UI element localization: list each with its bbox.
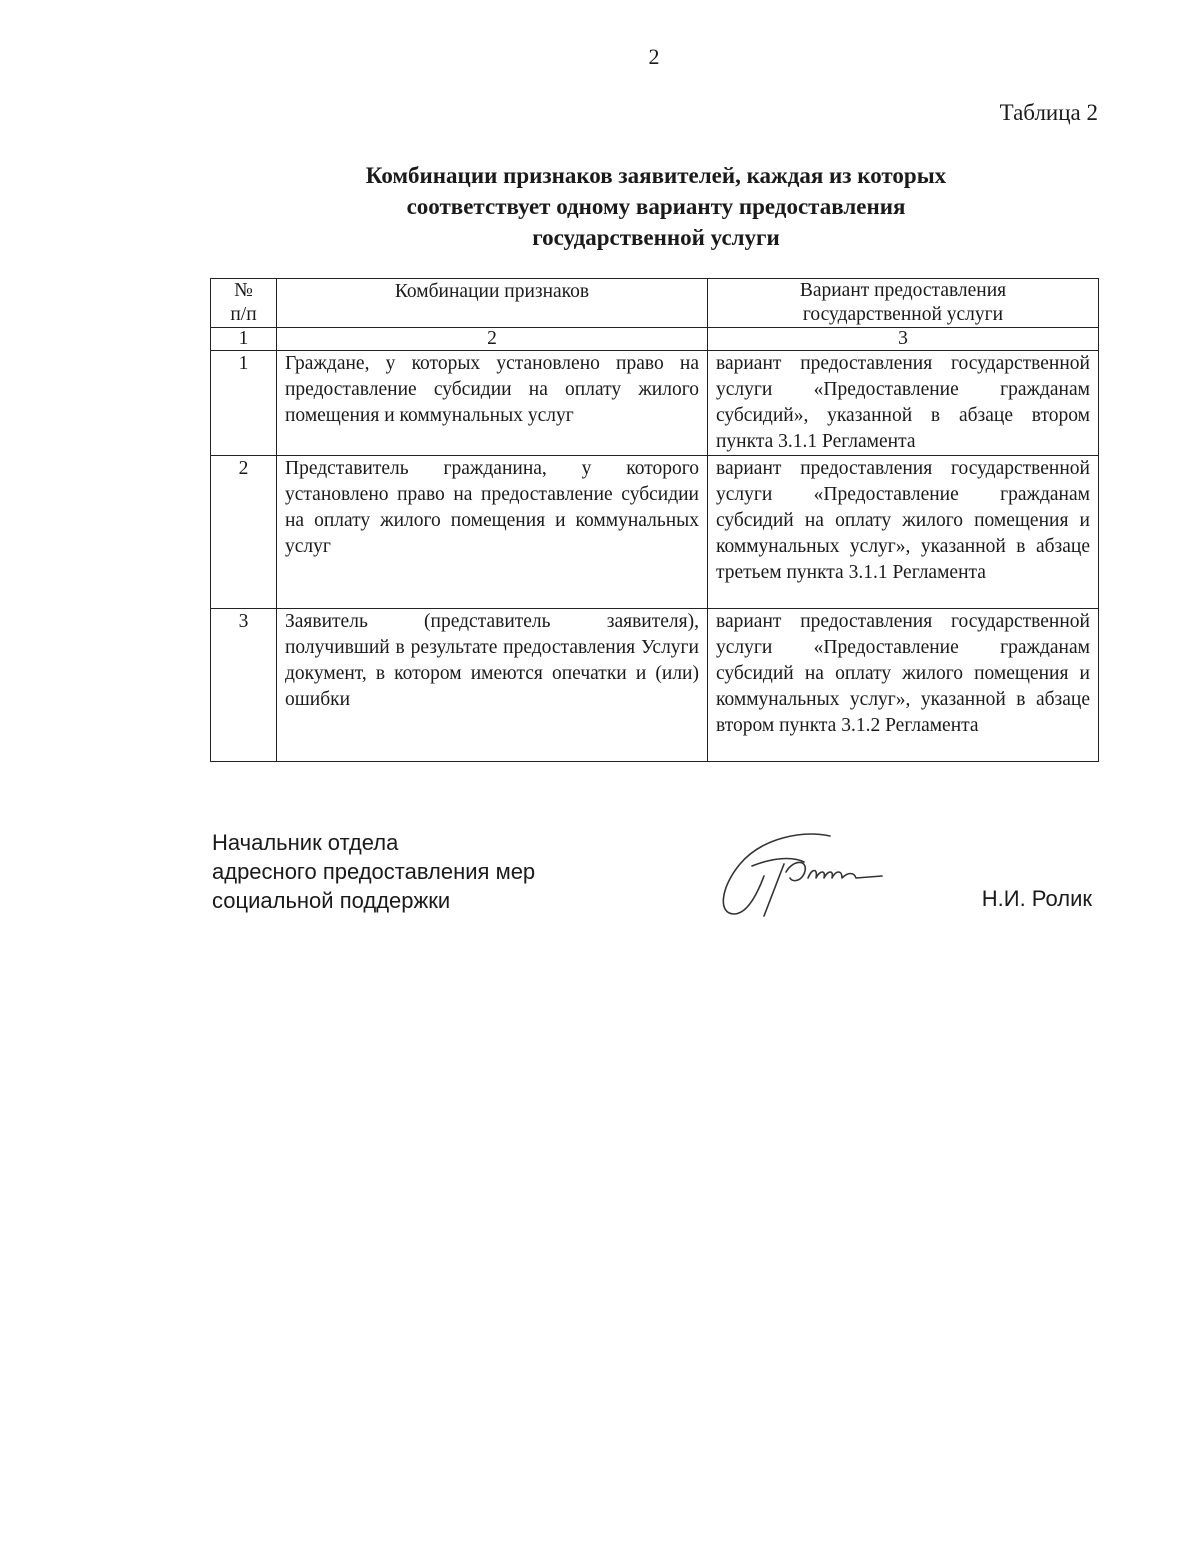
row-number: 2 bbox=[211, 456, 277, 609]
row-combination: Заявитель (представитель заявителя), получивший в результате предоставления Услуги документ, в котором имеются опечатки и (или) ошибки bbox=[277, 609, 708, 762]
row-combination: Представитель гражданина, у которого установлено право на предоставление субсидии на оплату жилого помещения и коммунальных услуг bbox=[277, 456, 708, 609]
signatory-position bbox=[212, 828, 535, 915]
column-index: 3 bbox=[708, 328, 1099, 351]
column-index: 2 bbox=[277, 328, 708, 351]
header-variant bbox=[708, 279, 1099, 328]
position-line: социальной поддержки bbox=[212, 888, 451, 913]
title-line: Комбинации признаков заявителей, каждая из которых bbox=[365, 163, 947, 188]
row-variant: вариант предоставления государственной услуги «Предоставление гражданам субсидий», указанной в абзаце втором пункта 3.1.1 Регламента bbox=[708, 351, 1099, 456]
header-number-symbol: № bbox=[234, 280, 253, 301]
header-combinations: Комбинации признаков bbox=[277, 279, 708, 328]
row-variant: вариант предоставления государственной услуги «Предоставление гражданам субсидий на оплату жилого помещения и коммунальных услуг», указанной в абзаце третьем пункта 3.1.1 Регламента bbox=[708, 456, 1099, 609]
variants-table bbox=[210, 278, 1099, 762]
header-variant-line: государственной услуги bbox=[802, 304, 1004, 325]
column-index-row bbox=[211, 328, 1099, 351]
handwritten-signature bbox=[712, 828, 892, 920]
document-title bbox=[300, 160, 1012, 253]
title-line: государственной услуги bbox=[532, 225, 780, 250]
row-number: 3 bbox=[211, 609, 277, 762]
header-number bbox=[211, 279, 277, 328]
table-row bbox=[211, 609, 1099, 762]
position-line: Начальник отдела bbox=[212, 830, 399, 855]
header-number-abbr: п/п bbox=[230, 304, 257, 325]
row-number: 1 bbox=[211, 351, 277, 456]
table-header-row bbox=[211, 279, 1099, 328]
page-number: 2 bbox=[648, 44, 660, 69]
table-row bbox=[211, 456, 1099, 609]
column-index: 1 bbox=[211, 328, 277, 351]
row-variant: вариант предоставления государственной услуги «Предоставление гражданам субсидий на оплату жилого помещения и коммунальных услуг», указанной в абзаце втором пункта 3.1.2 Регламента bbox=[708, 609, 1099, 762]
header-variant-line: Вариант предоставления bbox=[799, 280, 1007, 301]
row-combination: Граждане, у которых установлено право на предоставление субсидии на оплату жилого помещения и коммунальных услуг bbox=[277, 351, 708, 456]
title-line: соответствует одному варианту предоставления bbox=[406, 194, 906, 219]
signer-name: Н.И. Ролик bbox=[981, 886, 1092, 911]
table-caption: Таблица 2 bbox=[999, 100, 1098, 125]
position-line: адресного предоставления мер bbox=[212, 859, 536, 884]
table-row bbox=[211, 351, 1099, 456]
